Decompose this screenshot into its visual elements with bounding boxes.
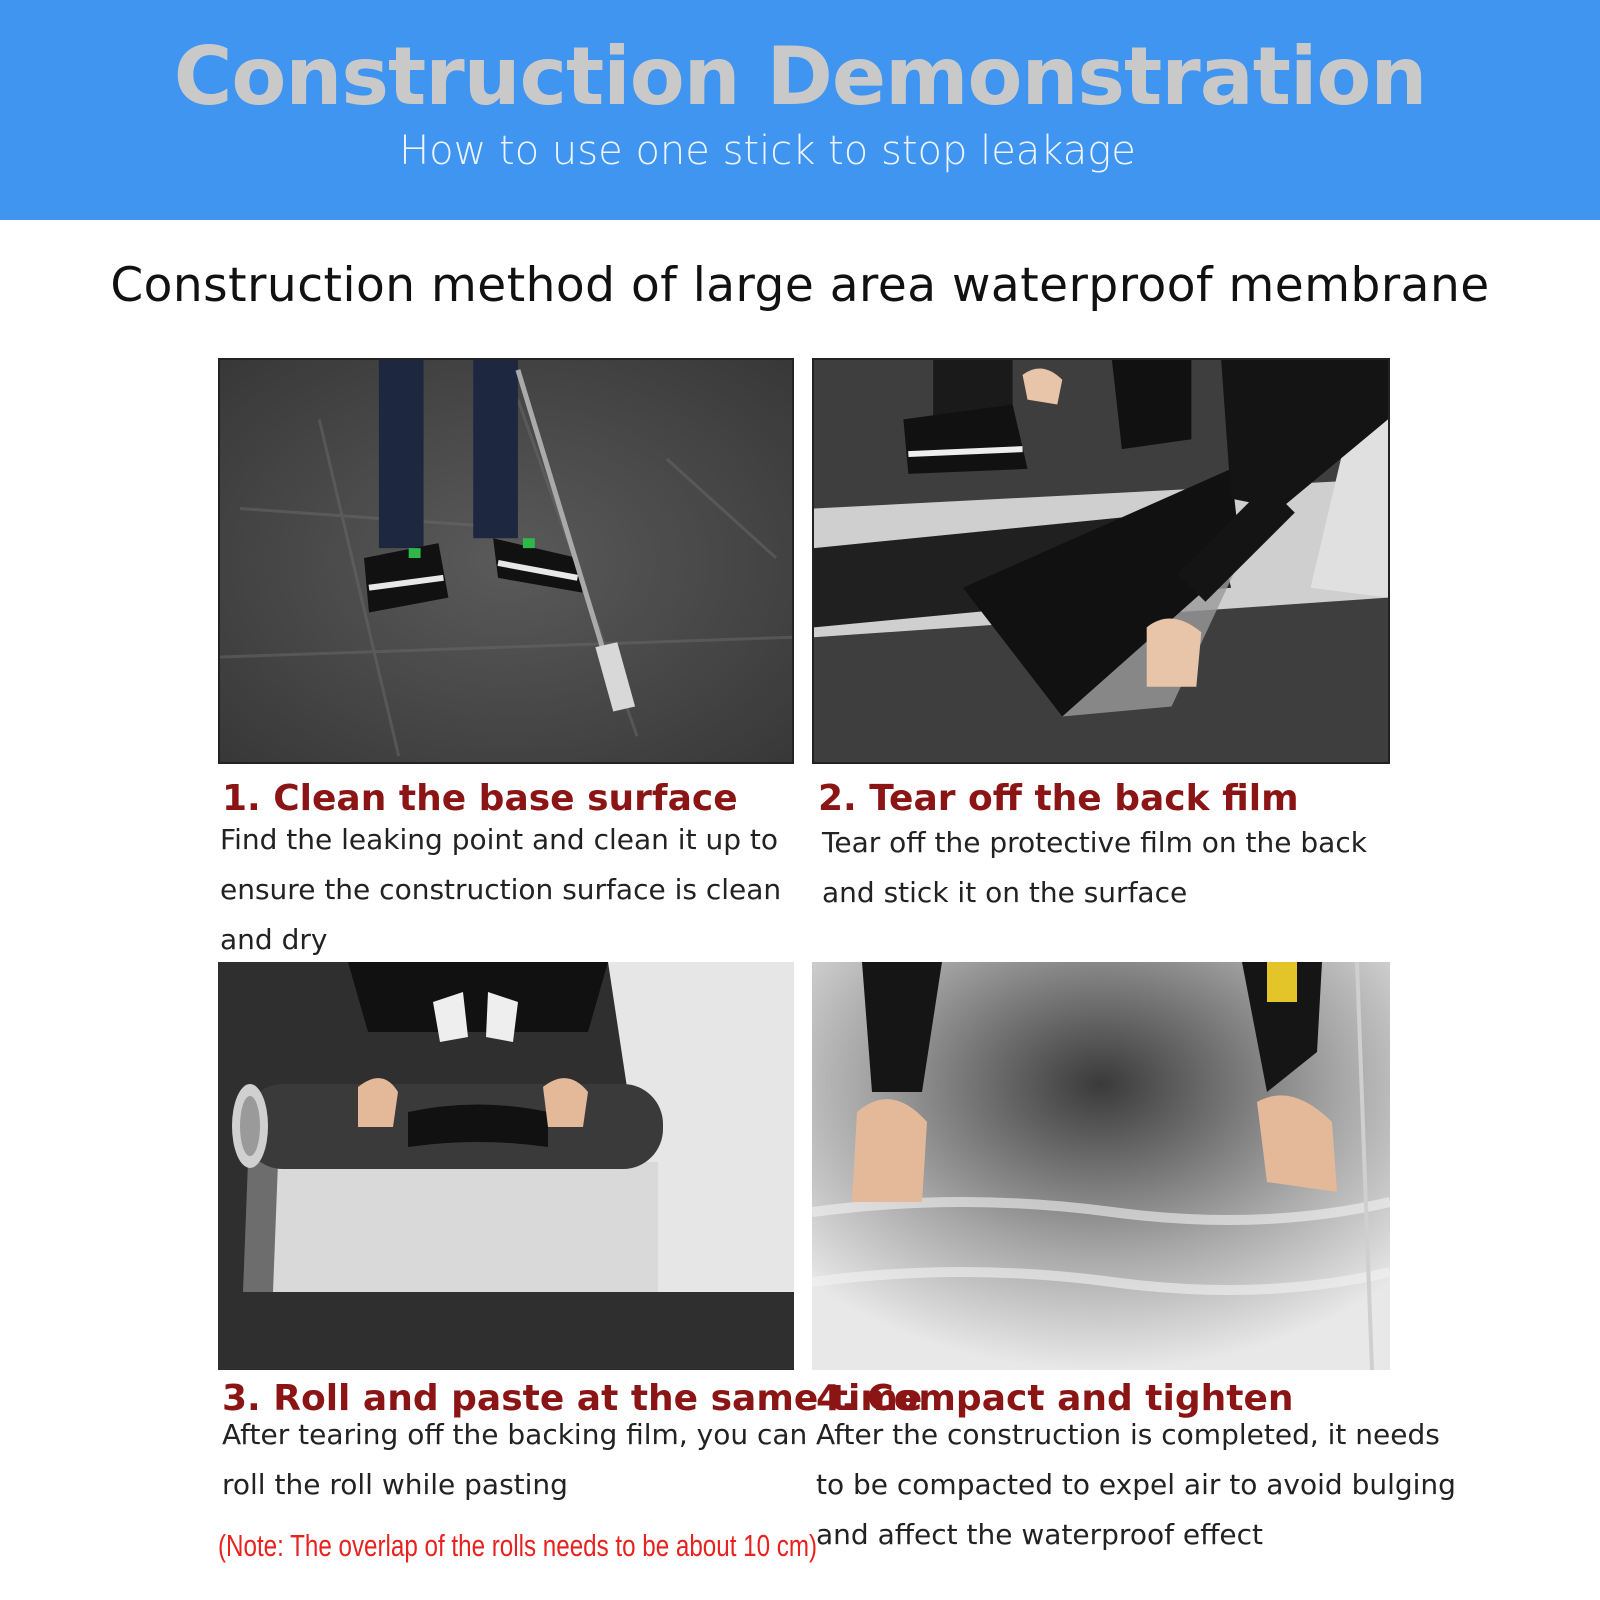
header-banner	[0, 0, 1600, 220]
step-3-description: After tearing off the backing film, you can roll the roll while pasting	[222, 1418, 808, 1501]
section-title: Construction method of large area waterproof membrane	[110, 258, 1490, 313]
pressing-membrane-photo	[812, 962, 1390, 1370]
step-1-description: Find the leaking point and clean it up to ensure the construction surface is clean and dry	[220, 823, 782, 956]
rolling-membrane-photo	[218, 962, 794, 1370]
step-1-title: 1. Clean the base surface	[222, 778, 738, 819]
step-3-note: (Note: The overlap of the rolls needs to be about 10 cm)	[218, 1528, 818, 1563]
peeling-film-photo	[812, 358, 1390, 764]
sweeping-roof-photo	[218, 358, 794, 764]
step-4-description: After the construction is completed, it needs to be compacted to expel air to avoid bulging and affect the waterproof effect	[816, 1418, 1456, 1551]
step-4-title: 4. Compact and tighten	[816, 1378, 1294, 1419]
step-3-title: 3. Roll and paste at the same time	[222, 1378, 923, 1419]
step-2-description: Tear off the protective film on the back and stick it on the surface	[822, 826, 1367, 909]
step-2-title: 2. Tear off the back film	[818, 778, 1299, 819]
banner-subtitle: How to use one stick to stop leakage	[399, 128, 1136, 174]
banner-title: Construction Demonstration	[173, 30, 1427, 123]
